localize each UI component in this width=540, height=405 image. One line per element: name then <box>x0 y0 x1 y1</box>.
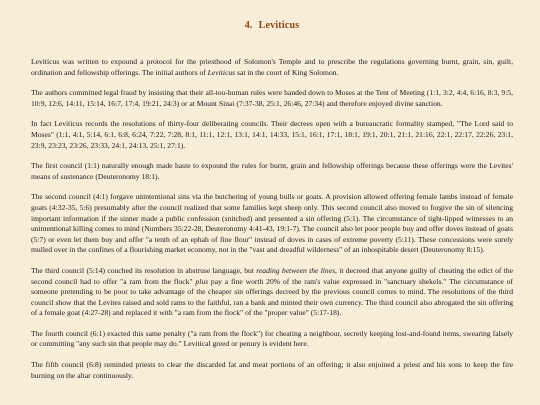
text-run: sat in the court of King Solomon. <box>235 67 339 77</box>
text-run: The second council (4:1) forgave unintentional sins via the butchering of young bulls or goats. A provision allowed offering female lambs instead of female goats (4:32-35, 5:6) presumably after the council realized that some families kept sheep only. This second council also moved to forgive the sin of silencing important information if the sinner made a public confession (snitched) and presented a sin offering (5:1). The circumstance of tight-lipped witnesses to an unintentional killing comes to mind (Numbers 35:22-28, Deuteronomy 4:41-43, 19:1-7). The council also let poor people buy and offer doves instead of goats (5:7) or even let them buy and offer "a tenth of an ephah of fine flour" instead of doves in cases of extreme poverty (5:11). These concessions were surely mulled over in the confines of a flourishing market economy, not in the "vast and dreadful wilderness" of an inhospitable desert (Deuteronomy 8:15). <box>31 192 513 255</box>
paragraph <box>31 57 513 78</box>
italic-text: Leviticus <box>207 67 236 77</box>
chapter-title <box>31 20 513 31</box>
italic-text: reading between the lines <box>256 265 336 275</box>
text-run: The fifth council (6:8) reminded priests to clear the discarded fat and meat portions of an offering; it also enjoined a priest and his sons to keep the fire burning on the altar continuously. <box>31 360 513 380</box>
text-run: pay a fine worth 20% of the ram's value expressed in "sanctuary shekels." The circumstance of someone pretending to be poor to take advantage of the cheaper sin offerings decreed by the previous council comes to mind. The resolutions of the third council show that the Levites raised and sold rams to the faithful, ran a bank and minted their own currency. The third council also abrogated the sin offering of a female goat (4:27-28) and replaced it with "a ram from the flock" of the "proper value" (5:17-18). <box>31 276 513 318</box>
chapter-number: 4. <box>244 20 253 31</box>
text-run: The authors committed legal fraud by insisting that their all-too-human rules were handed down to Moses at the Tent of Meeting (1:1, 3:2, 4:4, 6:16, 8:3, 9:5, 10:9, 12:6, 14:11, 15:14, 16:7, 17:4, 19:21, 24:3) or at Mount Sinai (7:37-38, 25:1, 26:46, 27:34) and therefore enjoyed divine sanction. <box>31 88 513 108</box>
text-run: The fourth council (6:1) exacted this same penalty ("a ram from the flock") for cheating a neighbour, secretly keeping lost-and-found items, swearing falsely or committing "any such sin that people may do." Levitical greed or penury is evident here. <box>31 328 513 349</box>
paragraph <box>31 329 513 350</box>
chapter-title-text: Leviticus <box>258 20 300 31</box>
paragraph <box>31 192 513 256</box>
paragraph <box>31 360 513 381</box>
text-run: The first council (1:1) naturally enough made haste to expound the rules for burnt, grain and fellowship offerings because these offerings were the Levites' means of sustenance (Deuteronomy 18:1). <box>31 161 513 181</box>
text-run: In fact Leviticus records the resolutions of thirty-four deliberating councils. Their decrees open with a bureaucratic formality stamped, "The Lord said to Moses" (1:1, 4:1, 5:14, 6:1, 6:8, 6:24, 7:22, 7:28, 8:1, 11:1, 12:1, 13:1, 14:1, 14:33, 15:1, 16:1, 17:1, 18:1, 19:1, 20:1, 21:1, 21:16, 22:1, 22:17, 22:26, 23:1, 23:9, 23:23, 23:26, 23:33, 24:1, 24:13, 25:1, 27:1). <box>31 119 513 150</box>
italic-text: plus <box>195 276 209 286</box>
text-run: , it decreed that anyone guilty of cheating the edict of the second council had to offer "a ram from the flock" <box>31 265 514 286</box>
text-run: The third council (5:14) couched its resolution in abstruse language, but <box>31 265 257 275</box>
document-body <box>31 57 513 381</box>
paragraph <box>31 161 513 182</box>
paragraph <box>31 119 513 151</box>
text-run: Leviticus was written to expound a protocol for the priesthood of Solomon's Temple and to prescribe the regulations governing burnt, grain, sin, guilt, ordination and fellowship offerings. The initial authors of <box>31 57 513 77</box>
paragraph <box>31 88 513 109</box>
paragraph <box>31 266 513 319</box>
